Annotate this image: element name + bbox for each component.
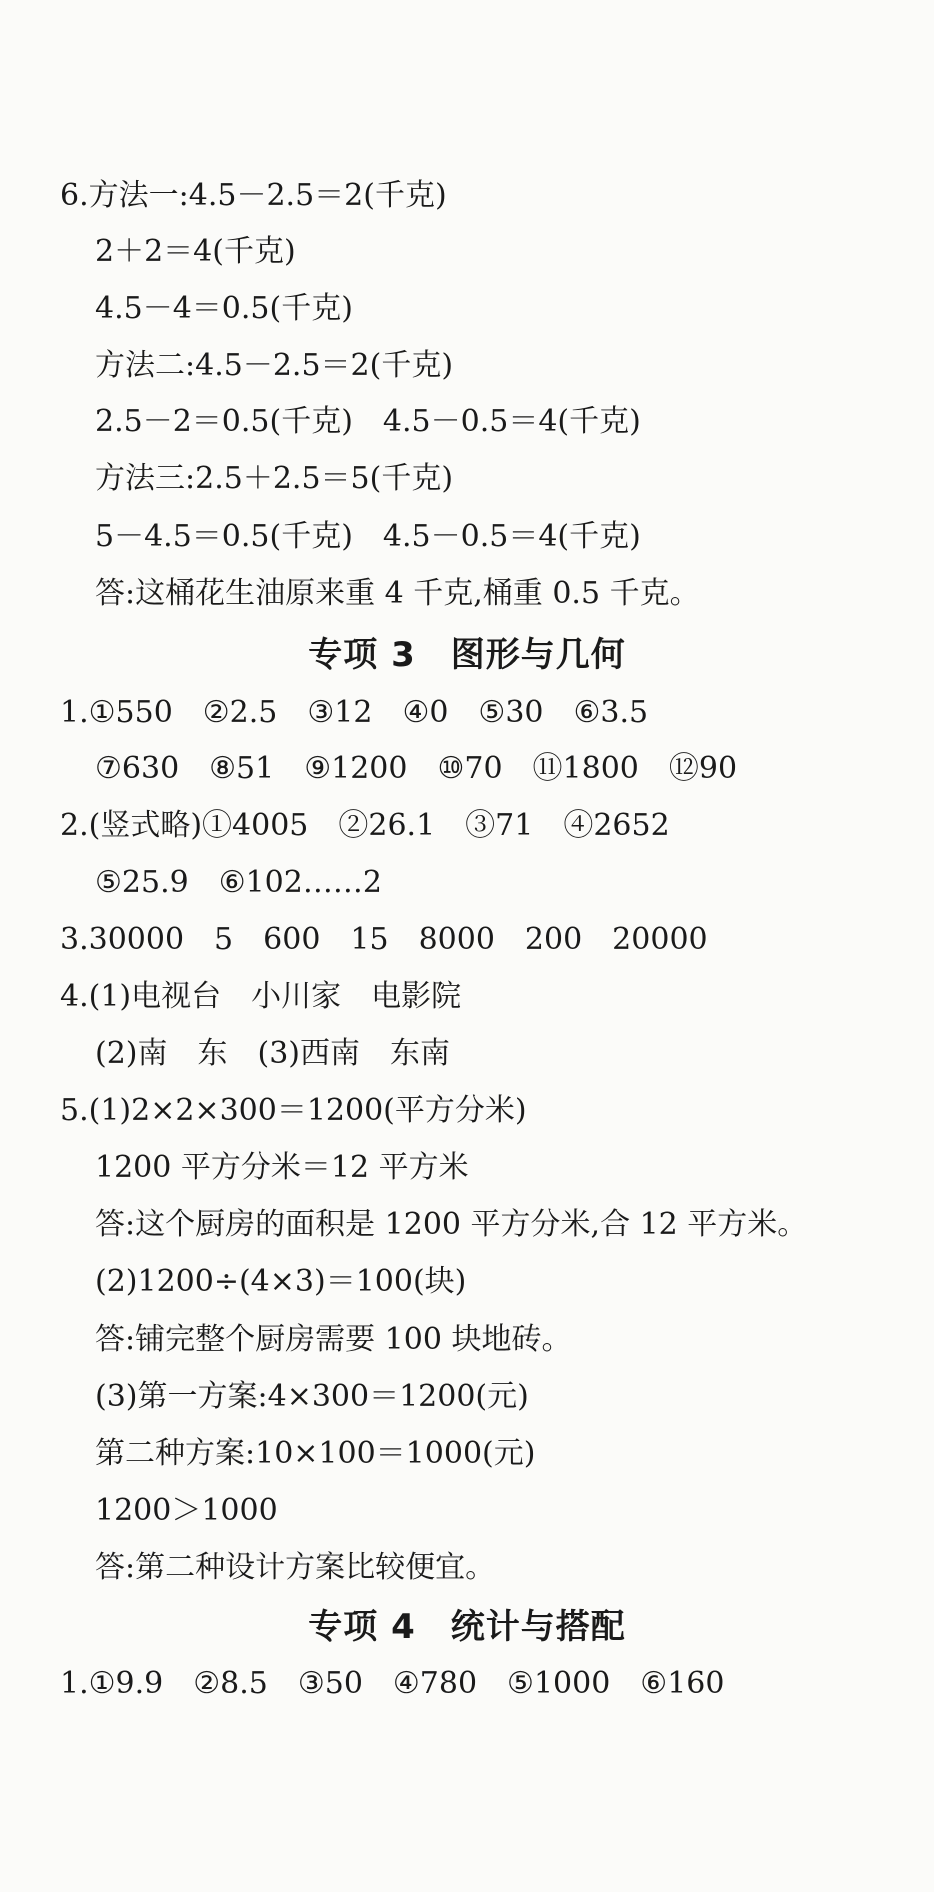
section-4-heading: 专项 4 统计与搭配	[308, 1607, 626, 1647]
s3-line-14: 第二种方案:10×100＝1000(元)	[95, 1436, 536, 1471]
section-3-heading: 专项 3 图形与几何	[308, 635, 626, 675]
s3-line-11: (2)1200÷(4×3)＝100(块)	[95, 1264, 467, 1299]
s3-line-6: 4.(1)电视台 小川家 电影院	[60, 979, 462, 1014]
s3-line-15: 1200＞1000	[95, 1493, 278, 1528]
p6-line-5: 2.5－2＝0.5(千克) 4.5－0.5＝4(千克)	[95, 404, 641, 439]
s3-line-3: 2.(竖式略)①4005 ②26.1 ③71 ④2652	[60, 808, 670, 843]
s3-line-2: ⑦630 ⑧51 ⑨1200 ⑩70 ⑪1800 ⑫90	[95, 751, 738, 786]
p6-line-1: 6.方法一:4.5－2.5＝2(千克)	[60, 178, 447, 213]
p6-line-6: 方法三:2.5＋2.5＝5(千克)	[95, 461, 454, 496]
s3-line-5: 3.30000 5 600 15 8000 200 20000	[60, 922, 708, 957]
s3-line-13: (3)第一方案:4×300＝1200(元)	[95, 1379, 529, 1414]
p6-answer: 答:这桶花生油原来重 4 千克,桶重 0.5 千克。	[95, 576, 700, 611]
p6-line-7: 5－4.5＝0.5(千克) 4.5－0.5＝4(千克)	[95, 519, 641, 554]
s3-line-16: 答:第二种设计方案比较便宜。	[95, 1550, 496, 1585]
s3-line-8: 5.(1)2×2×300＝1200(平方分米)	[60, 1093, 527, 1128]
p6-line-2: 2＋2＝4(千克)	[95, 234, 296, 269]
s3-line-10: 答:这个厨房的面积是 1200 平方分米,合 12 平方米。	[95, 1207, 808, 1242]
s3-line-1: 1.①550 ②2.5 ③12 ④0 ⑤30 ⑥3.5	[60, 695, 649, 730]
s4-line-1: 1.①9.9 ②8.5 ③50 ④780 ⑤1000 ⑥160	[60, 1666, 725, 1701]
p6-line-4: 方法二:4.5－2.5＝2(千克)	[95, 348, 454, 383]
s3-line-4: ⑤25.9 ⑥102……2	[95, 865, 382, 900]
p6-line-3: 4.5－4＝0.5(千克)	[95, 291, 353, 326]
s3-line-7: (2)南 东 (3)西南 东南	[95, 1036, 450, 1071]
s3-line-9: 1200 平方分米＝12 平方米	[95, 1150, 469, 1185]
s3-line-12: 答:铺完整个厨房需要 100 块地砖。	[95, 1322, 572, 1357]
